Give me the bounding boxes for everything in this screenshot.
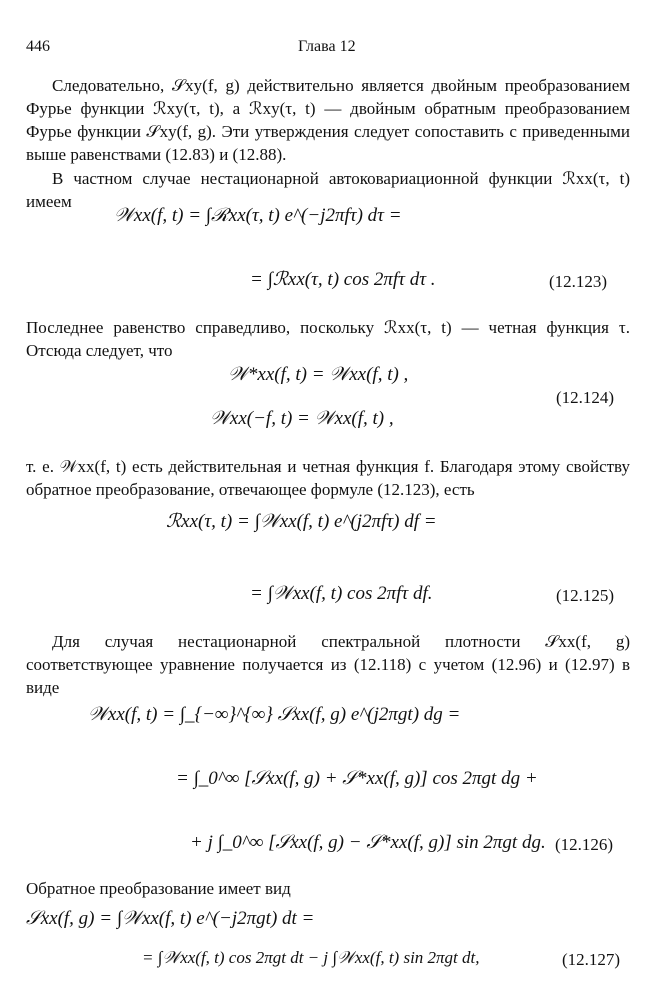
paragraph-5: Для случая нестационарной спектральной плотности 𝒮xx(f, g) соответствующее уравнение получается из (12.118) с учетом (12.96) и (12.97) в виде: [26, 632, 630, 697]
paragraph-6: Обратное преобразование имеет вид: [26, 879, 291, 898]
equation-12-125-line-2: = ∫𝒲xx(f, t) cos 2πfτ df.: [250, 583, 433, 604]
equation-number-12-127: (12.127): [562, 950, 621, 969]
equation-number-12-124: (12.124): [556, 388, 615, 407]
equation-12-126-line-2: = ∫_0^∞ [𝒮xx(f, g) + 𝒮*xx(f, g)] cos 2πgt dg +: [176, 768, 538, 789]
equation-number-12-126: (12.126): [555, 835, 614, 854]
equation-12-123-line-2: = ∫ℛxx(τ, t) cos 2πfτ dτ .: [250, 269, 436, 290]
paragraph-4: т. е. 𝒲xx(f, t) есть действительная и четная функция f. Благодаря этому свойству обратное преобразование, отвечающее формуле (12.123), есть: [26, 457, 630, 499]
equation-12-127-line-1: 𝒮xx(f, g) = ∫𝒲xx(f, t) e^(−j2πgt) dt =: [26, 908, 315, 929]
chapter-title: Глава 12: [298, 38, 356, 55]
equation-number-12-123: (12.123): [549, 272, 608, 291]
equation-12-123-line-1: 𝒲xx(f, t) = ∫ℛxx(τ, t) e^(−j2πfτ) dτ =: [114, 205, 402, 226]
equation-number-12-125: (12.125): [556, 586, 615, 605]
paragraph-3: Последнее равенство справедливо, поскольку ℛxx(τ, t) — четная функция τ. Отсюда следует, что: [26, 318, 630, 360]
equation-12-124-line-1: 𝒲*xx(f, t) = 𝒲xx(f, t) ,: [228, 364, 409, 385]
paragraph-2: В частном случае нестационарной автоковариационной функции ℛxx(τ, t) имеем: [26, 169, 630, 211]
equation-12-127-line-2: = ∫𝒲xx(f, t) cos 2πgt dt − j ∫𝒲xx(f, t) sin 2πgt dt,: [142, 948, 480, 967]
equation-12-126-line-1: 𝒲xx(f, t) = ∫_{−∞}^{∞} 𝒮xx(f, g) e^(j2πgt) dg =: [88, 704, 461, 725]
equation-12-124-line-2: 𝒲xx(−f, t) = 𝒲xx(f, t) ,: [210, 408, 394, 429]
page-number: 446: [26, 38, 50, 55]
equation-12-125-line-1: ℛxx(τ, t) = ∫𝒲xx(f, t) e^(j2πfτ) df =: [166, 511, 437, 532]
paragraph-1: Следовательно, 𝒮xy(f, g) действительно является двойным преобразованием Фурье функции ℛxy(τ, t), а ℛxy(τ, t) — двойным обратным преобразованием Фурье функции 𝒮xy(f, g). Эти утверждения следует сопоставить с приведенными выше равенствами (12.83) и (12.88).: [26, 76, 630, 164]
equation-12-126-line-3: + j ∫_0^∞ [𝒮xx(f, g) − 𝒮*xx(f, g)] sin 2πgt dg.: [190, 832, 546, 853]
